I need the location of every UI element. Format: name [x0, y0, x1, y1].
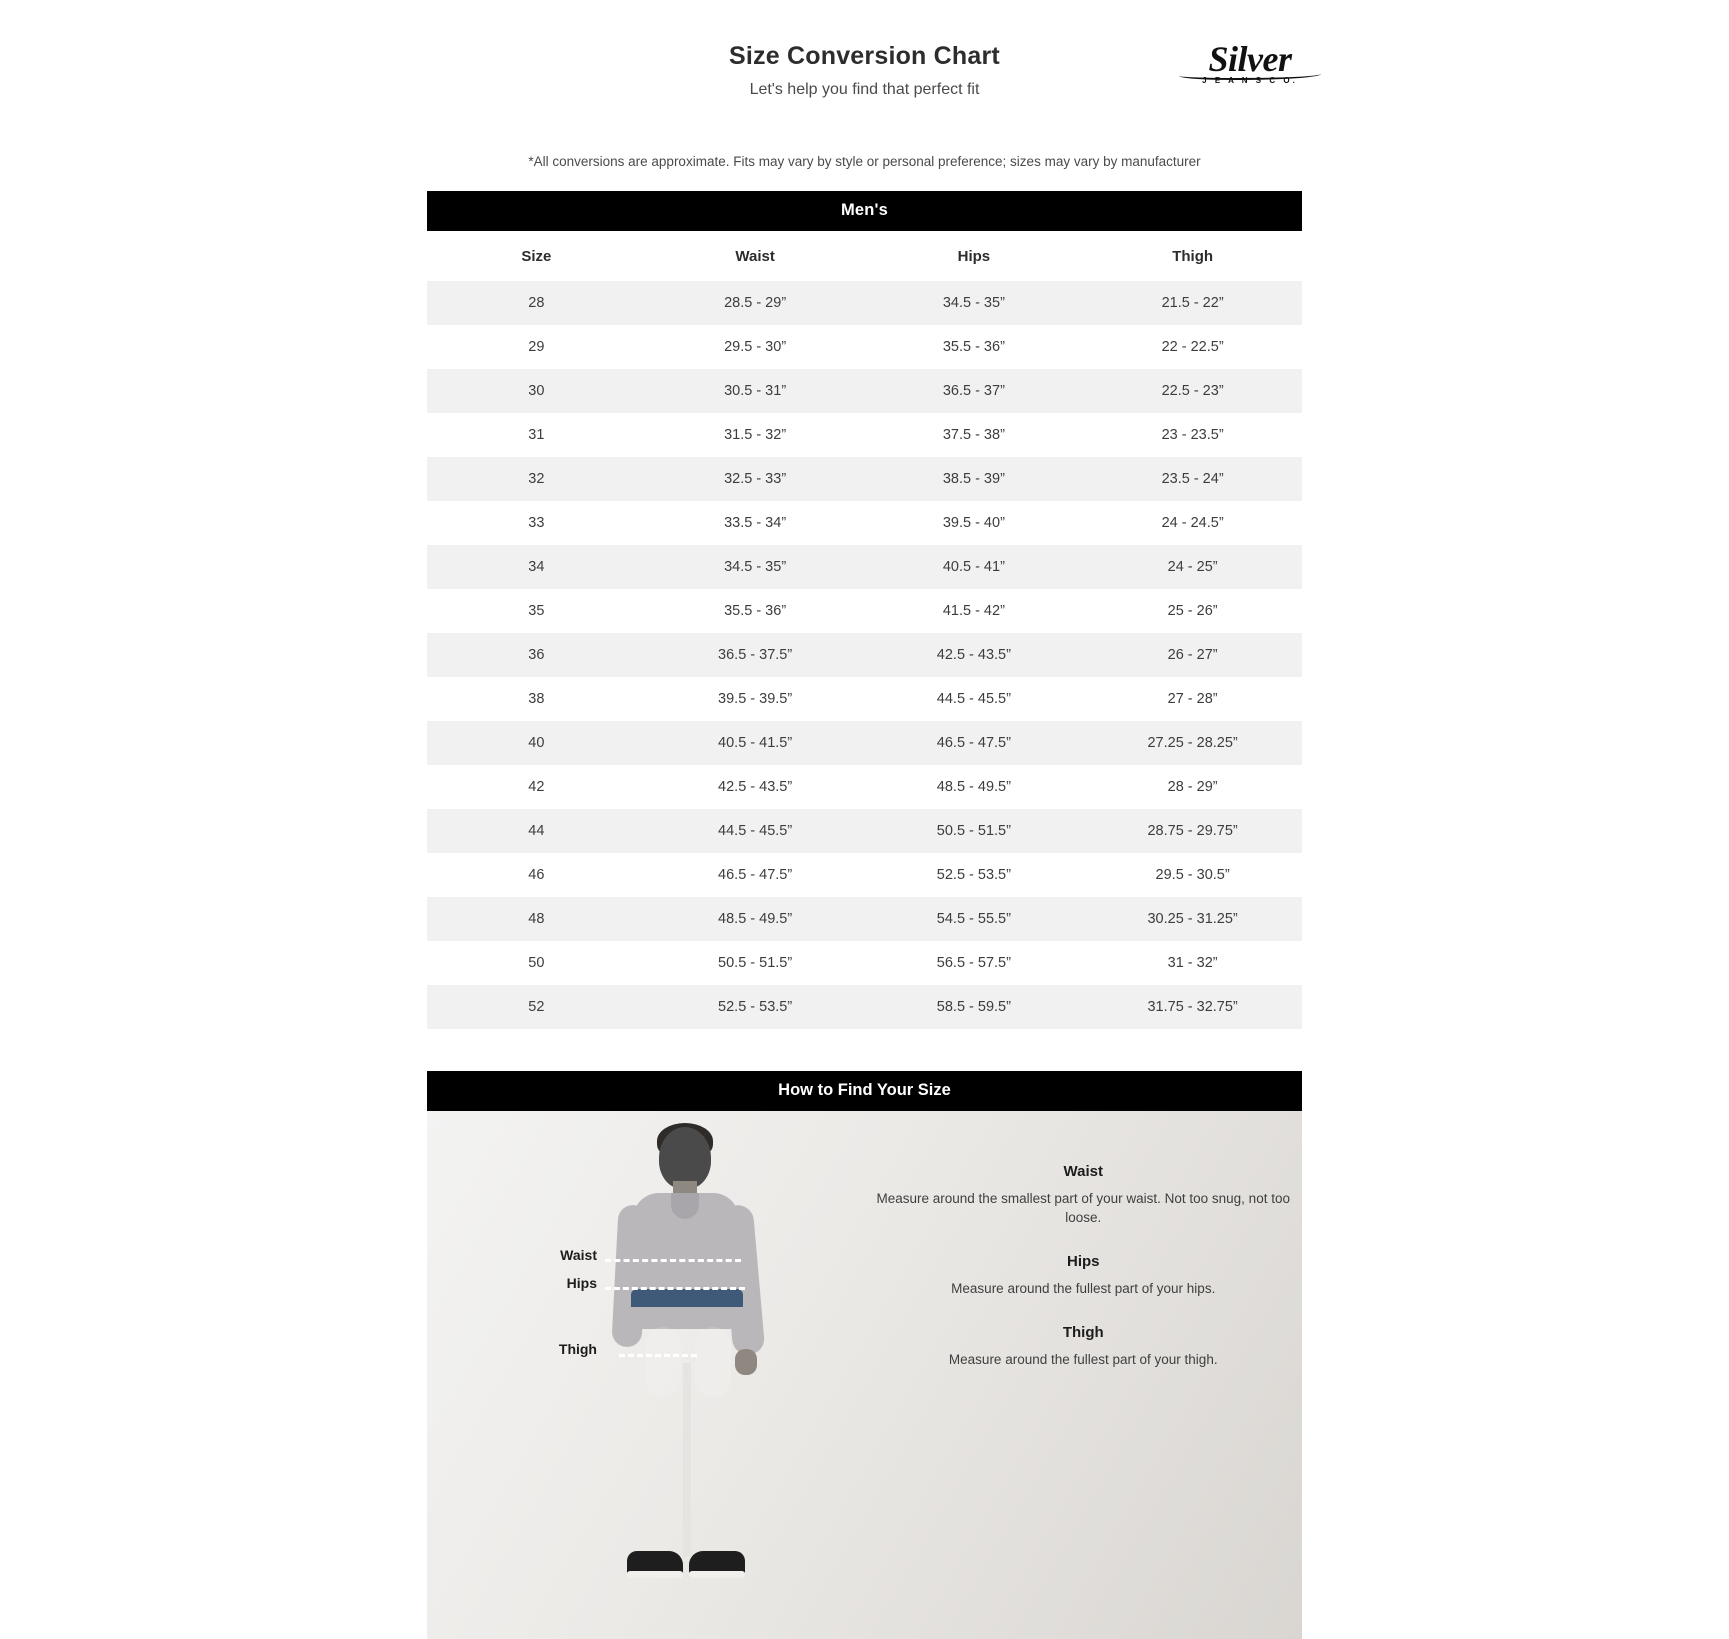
cell-waist: 28.5 - 29” [646, 281, 865, 325]
cell-hips: 50.5 - 51.5” [865, 809, 1084, 853]
cell-size: 46 [528, 867, 545, 883]
column-header-thigh: Thigh [1172, 248, 1214, 265]
cell-thigh: 29.5 - 30.5” [1155, 867, 1230, 883]
cell-waist: 44.5 - 45.5” [646, 809, 865, 853]
cell-hips: 48.5 - 49.5” [936, 779, 1011, 795]
cell-size: 33 [528, 515, 545, 531]
cell-size: 38 [528, 691, 545, 707]
table-row [427, 853, 1302, 897]
silver-jeans-logo [1175, 40, 1325, 96]
diagram-hips-line [605, 1287, 745, 1290]
table-row [427, 897, 1302, 941]
cell-size: 35 [528, 603, 545, 619]
cell-waist: 34.5 - 35” [646, 545, 865, 589]
column-header-waist: Waist [735, 248, 775, 265]
table-row [427, 721, 1302, 765]
cell-hips: 58.5 - 59.5” [865, 985, 1084, 1029]
mens-size-table-section [427, 191, 1302, 1029]
table-row [427, 677, 1302, 721]
page-header [0, 26, 1729, 138]
cell-waist: 39.5 - 39.5” [718, 691, 793, 707]
cell-waist: 31.5 - 32” [724, 427, 787, 443]
cell-size: 52 [427, 985, 646, 1029]
cell-thigh: 24 - 25” [1083, 545, 1302, 589]
diagram-thigh-line [619, 1354, 697, 1357]
cell-hips: 39.5 - 40” [942, 515, 1005, 531]
instruction-heading-waist: Waist [1063, 1163, 1103, 1180]
cell-size: 44 [427, 809, 646, 853]
cell-size: 32 [427, 457, 646, 501]
model-jeans-fade-right [695, 1327, 731, 1397]
table-row [427, 809, 1302, 853]
page-title: Size Conversion Chart [729, 42, 1000, 70]
cell-thigh: 26 - 27” [1083, 633, 1302, 677]
logo-wordmark: Silver [1208, 39, 1292, 79]
instruction-text-hips: Measure around the fullest part of your hips. [951, 1281, 1216, 1296]
cell-waist: 40.5 - 41.5” [646, 721, 865, 765]
cell-hips: 44.5 - 45.5” [936, 691, 1011, 707]
how-to-find-size-section [427, 1071, 1302, 1639]
cell-size: 36 [427, 633, 646, 677]
diagram-label-waist: Waist [560, 1247, 597, 1263]
table-row [427, 765, 1302, 809]
cell-hips: 52.5 - 53.5” [936, 867, 1011, 883]
table-row [427, 941, 1302, 985]
cell-thigh: 27 - 28” [1167, 691, 1218, 707]
diagram-waist-line [605, 1259, 741, 1262]
cell-thigh: 27.25 - 28.25” [1083, 721, 1302, 765]
howto-body [427, 1111, 1302, 1639]
measurement-diagram [427, 1111, 865, 1639]
cell-size: 48 [427, 897, 646, 941]
cell-waist: 32.5 - 33” [646, 457, 865, 501]
cell-waist: 50.5 - 51.5” [718, 955, 793, 971]
cell-size: 30 [427, 369, 646, 413]
cell-hips: 56.5 - 57.5” [936, 955, 1011, 971]
cell-thigh: 31 - 32” [1167, 955, 1218, 971]
cell-size: 28 [427, 281, 646, 325]
disclaimer-text: *All conversions are approximate. Fits may vary by style or personal preference; sizes may vary by manufacturer [528, 154, 1201, 169]
cell-thigh: 28.75 - 29.75” [1083, 809, 1302, 853]
cell-hips: 36.5 - 37” [865, 369, 1084, 413]
cell-thigh: 30.25 - 31.25” [1083, 897, 1302, 941]
table-row [427, 985, 1302, 1029]
logo-tagline: J E A N S C O. [1202, 76, 1298, 85]
cell-size: 31 [528, 427, 545, 443]
cell-size: 42 [528, 779, 545, 795]
cell-thigh: 25 - 26” [1167, 603, 1218, 619]
table-banner-mens: Men's [427, 191, 1302, 231]
cell-thigh: 22 - 22.5” [1161, 339, 1224, 355]
cell-waist: 30.5 - 31” [646, 369, 865, 413]
table-row [427, 413, 1302, 457]
model-jeans-waistband [631, 1289, 743, 1307]
model-left-shoe-sole [627, 1571, 683, 1578]
cell-hips: 42.5 - 43.5” [865, 633, 1084, 677]
diagram-label-thigh: Thigh [558, 1341, 597, 1357]
cell-size: 29 [528, 339, 545, 355]
cell-thigh: 23 - 23.5” [1161, 427, 1224, 443]
cell-waist: 29.5 - 30” [724, 339, 787, 355]
cell-thigh: 31.75 - 32.75” [1083, 985, 1302, 1029]
cell-size: 40 [427, 721, 646, 765]
cell-waist: 35.5 - 36” [724, 603, 787, 619]
table-row [427, 281, 1302, 325]
cell-thigh: 28 - 29” [1167, 779, 1218, 795]
table-row [427, 545, 1302, 589]
howto-banner: How to Find Your Size [427, 1071, 1302, 1111]
table-body [427, 281, 1302, 1029]
table-row [427, 369, 1302, 413]
table-row [427, 589, 1302, 633]
column-header-size: Size [521, 248, 552, 265]
cell-waist: 36.5 - 37.5” [646, 633, 865, 677]
cell-hips: 35.5 - 36” [942, 339, 1005, 355]
cell-waist: 48.5 - 49.5” [646, 897, 865, 941]
cell-waist: 33.5 - 34” [724, 515, 787, 531]
cell-hips: 37.5 - 38” [942, 427, 1005, 443]
page-subtitle: Let's help you find that perfect fit [749, 81, 980, 98]
table-row [427, 457, 1302, 501]
cell-thigh: 24 - 24.5” [1161, 515, 1224, 531]
instruction-heading-thigh: Thigh [1062, 1324, 1104, 1341]
model-jeans-leg-gap [683, 1363, 691, 1557]
diagram-label-hips: Hips [566, 1275, 597, 1291]
table-header-row [427, 231, 1302, 281]
cell-waist: 52.5 - 53.5” [646, 985, 865, 1029]
cell-size: 34 [427, 545, 646, 589]
instruction-text-waist: Measure around the smallest part of your waist. Not too snug, not too loose. [876, 1191, 1290, 1225]
instruction-heading-hips: Hips [1066, 1253, 1100, 1270]
column-header-hips: Hips [957, 248, 991, 265]
cell-hips: 46.5 - 47.5” [865, 721, 1084, 765]
table-row [427, 501, 1302, 545]
title-block [0, 26, 1729, 99]
table-row [427, 633, 1302, 677]
cell-hips: 41.5 - 42” [942, 603, 1005, 619]
mens-size-table [427, 231, 1302, 1029]
model-illustration [585, 1127, 795, 1627]
cell-hips: 54.5 - 55.5” [865, 897, 1084, 941]
measurement-instructions [865, 1111, 1303, 1639]
cell-thigh: 23.5 - 24” [1083, 457, 1302, 501]
model-jeans-fade-left [645, 1327, 681, 1397]
instruction-text-thigh: Measure around the fullest part of your thigh. [948, 1352, 1218, 1367]
model-right-shoe-sole [689, 1571, 745, 1578]
cell-waist: 46.5 - 47.5” [718, 867, 793, 883]
cell-waist: 42.5 - 43.5” [718, 779, 793, 795]
cell-size: 50 [528, 955, 545, 971]
model-head [659, 1127, 711, 1189]
cell-thigh: 21.5 - 22” [1083, 281, 1302, 325]
table-row [427, 325, 1302, 369]
cell-hips: 34.5 - 35” [865, 281, 1084, 325]
cell-thigh: 22.5 - 23” [1083, 369, 1302, 413]
cell-hips: 40.5 - 41” [865, 545, 1084, 589]
cell-hips: 38.5 - 39” [865, 457, 1084, 501]
